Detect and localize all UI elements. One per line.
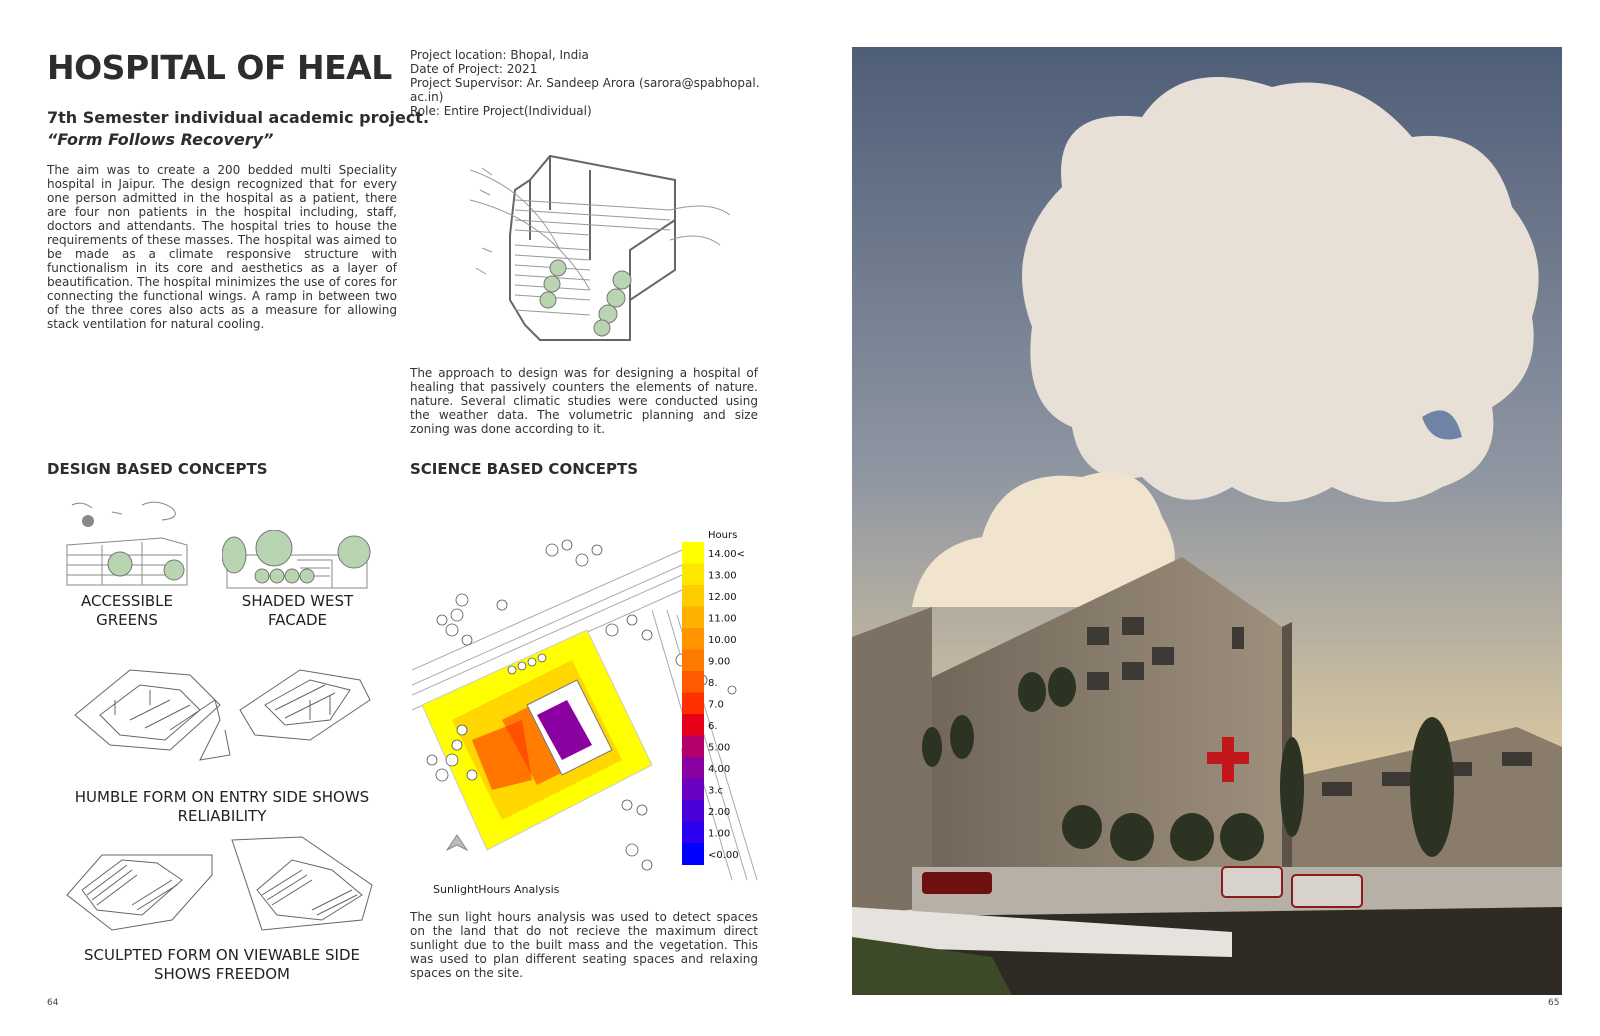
legend-swatch <box>682 736 704 758</box>
legend-label: 4.00 <box>708 763 731 775</box>
legend-swatch <box>682 779 704 801</box>
project-subtitle: 7th Semester individual academic project. <box>47 108 430 127</box>
project-location: Project location: Bhopal, India <box>410 48 589 62</box>
legend-label: 3.c <box>708 785 724 797</box>
legend-swatch <box>682 628 704 650</box>
legend-label: 9.00 <box>708 656 731 668</box>
humble-form-label: HUMBLE FORM ON ENTRY SIDE SHOWS RELIABILITY <box>74 788 370 825</box>
accessible-greens-label: ACCESSIBLE GREENS <box>80 592 173 629</box>
legend-swatch <box>682 714 704 736</box>
legend-swatch <box>682 693 704 715</box>
legend-label: 13.00 <box>708 570 737 582</box>
sculpted-form-label: SCULPTED FORM ON VIEWABLE SIDE SHOWS FREEDOM <box>84 946 360 983</box>
legend-swatch <box>682 757 704 779</box>
project-supervisor: Project Supervisor: Ar. Sandeep Arora (sarora@spabhopal. <box>410 76 760 90</box>
page-number-right: 65 <box>1548 998 1560 1008</box>
project-info <box>410 48 760 118</box>
legend-label: 8. <box>708 677 718 689</box>
sunlight-legend <box>682 528 762 868</box>
legend-swatch <box>682 585 704 607</box>
project-tagline: “Form Follows Recovery” <box>47 130 274 149</box>
page-number-left: 64 <box>47 998 59 1008</box>
project-role: Role: Entire Project(Individual) <box>410 104 592 118</box>
legend-label: 1.00 <box>708 828 731 840</box>
legend-swatch <box>682 650 704 672</box>
page-title: HOSPITAL OF HEAL <box>47 48 392 87</box>
legend-label: 12.00 <box>708 591 737 603</box>
hospital-render-image <box>852 47 1562 995</box>
legend-swatch <box>682 542 704 564</box>
design-concepts-heading: DESIGN BASED CONCEPTS <box>47 460 268 478</box>
legend-label: 2.00 <box>708 806 731 818</box>
legend-label: 5.00 <box>708 742 731 754</box>
project-date: Date of Project: 2021 <box>410 62 538 76</box>
accessible-greens-sketch <box>62 500 192 590</box>
legend-label: 14.00< <box>708 548 746 560</box>
humble-form-sketch <box>70 660 380 770</box>
project-supervisor-cont: ac.in) <box>410 90 444 104</box>
legend-swatch <box>682 822 704 844</box>
sunlight-caption: SunlightHours Analysis <box>433 883 560 896</box>
legend-label: 7.0 <box>708 699 724 711</box>
sculpted-form-sketch <box>62 835 382 935</box>
sunlight-paragraph: The sun light hours analysis was used to detect spaces on the land that do not recieve the maximum direct sunlight due to the built mass and the vegetation. This was used to plan different seating spaces and relaxing spaces on the site. <box>410 910 758 980</box>
intro-paragraph: The aim was to create a 200 bedded multi Speciality hospital in Jaipur. The design recognized that for every one person admitted in the hospital as a patient, there are four non patients in the hospital including, staff, doctors and attendants. The hospital tries to house the requirements of these masses. The hospital was aimed to be made as a climate responsive structure with functionalism in its core and aesthetics as a layer of beautification. The hospital minimizes the use of cores for connecting the functional wings. A ramp in between two of the three cores also acts as a measure for allowing stack ventilation for natural cooling. <box>47 163 397 331</box>
approach-paragraph: The approach to design was for designing a hospital of healing that passively counters the elements of nature. nature. Several climatic studies were conducted using the weather data. The volumetric planning and size zoning was done according to it. <box>410 366 758 436</box>
axonometric-sketch <box>470 150 740 355</box>
science-concepts-heading: SCIENCE BASED CONCEPTS <box>410 460 639 478</box>
shaded-west-facade-label: SHADED WEST FACADE <box>241 592 354 629</box>
legend-title: Hours <box>708 530 738 541</box>
legend-swatch <box>682 564 704 586</box>
legend-label: <0.00 <box>708 849 739 861</box>
legend-label: 10.00 <box>708 634 737 646</box>
legend-swatch <box>682 843 704 865</box>
legend-swatch <box>682 671 704 693</box>
legend-label: 6. <box>708 720 718 732</box>
hospital-render-graphic <box>852 47 1562 995</box>
legend-label: 11.00 <box>708 613 737 625</box>
legend-swatch <box>682 607 704 629</box>
legend-swatch <box>682 800 704 822</box>
shaded-west-facade-sketch <box>222 530 372 590</box>
